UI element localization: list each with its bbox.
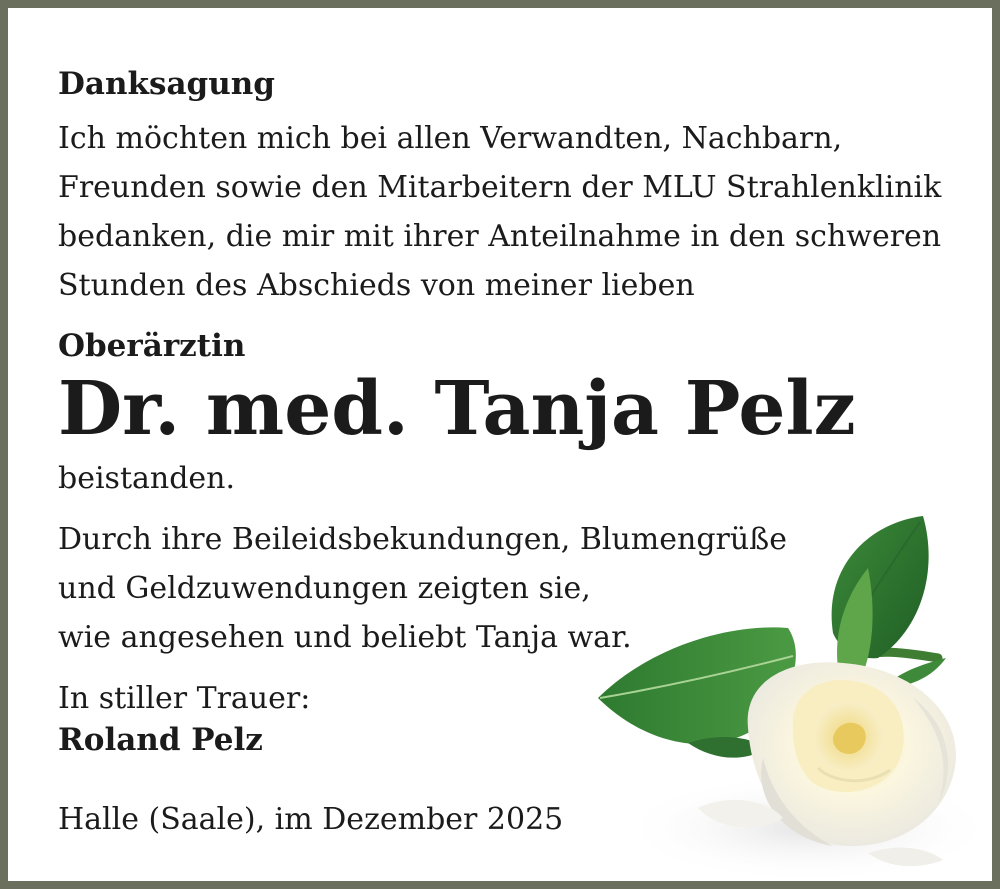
gratitude-line: Durch ihre Beileidsbekundungen, Blumengrüße (58, 522, 787, 557)
gratitude-line: wie angesehen und beliebt Tanja war. (58, 620, 632, 655)
deceased-name: Dr. med. Tanja Pelz (58, 366, 856, 452)
after-name-text: beistanden. (58, 461, 236, 496)
place-date: Halle (Saale), im Dezember 2025 (58, 802, 564, 837)
white-rose-image (578, 508, 988, 883)
notice-heading: Danksagung (58, 66, 275, 102)
mourning-label: In stiller Trauer: (58, 681, 311, 716)
gratitude-line: und Geldzuwendungen zeigten sie, (58, 571, 591, 606)
signer-name: Roland Pelz (58, 722, 263, 758)
intro-line: Ich möchten mich bei allen Verwandten, Nachbarn, (58, 121, 843, 156)
intro-paragraph (58, 114, 941, 310)
intro-line: Stunden des Abschieds von meiner lieben (58, 268, 695, 303)
intro-line: bedanken, die mir mit ihrer Anteilnahme in den schweren (58, 219, 942, 254)
deceased-rank: Oberärztin (58, 328, 246, 364)
intro-line: Freunden sowie den Mitarbeitern der MLU Strahlenklinik (58, 170, 942, 205)
